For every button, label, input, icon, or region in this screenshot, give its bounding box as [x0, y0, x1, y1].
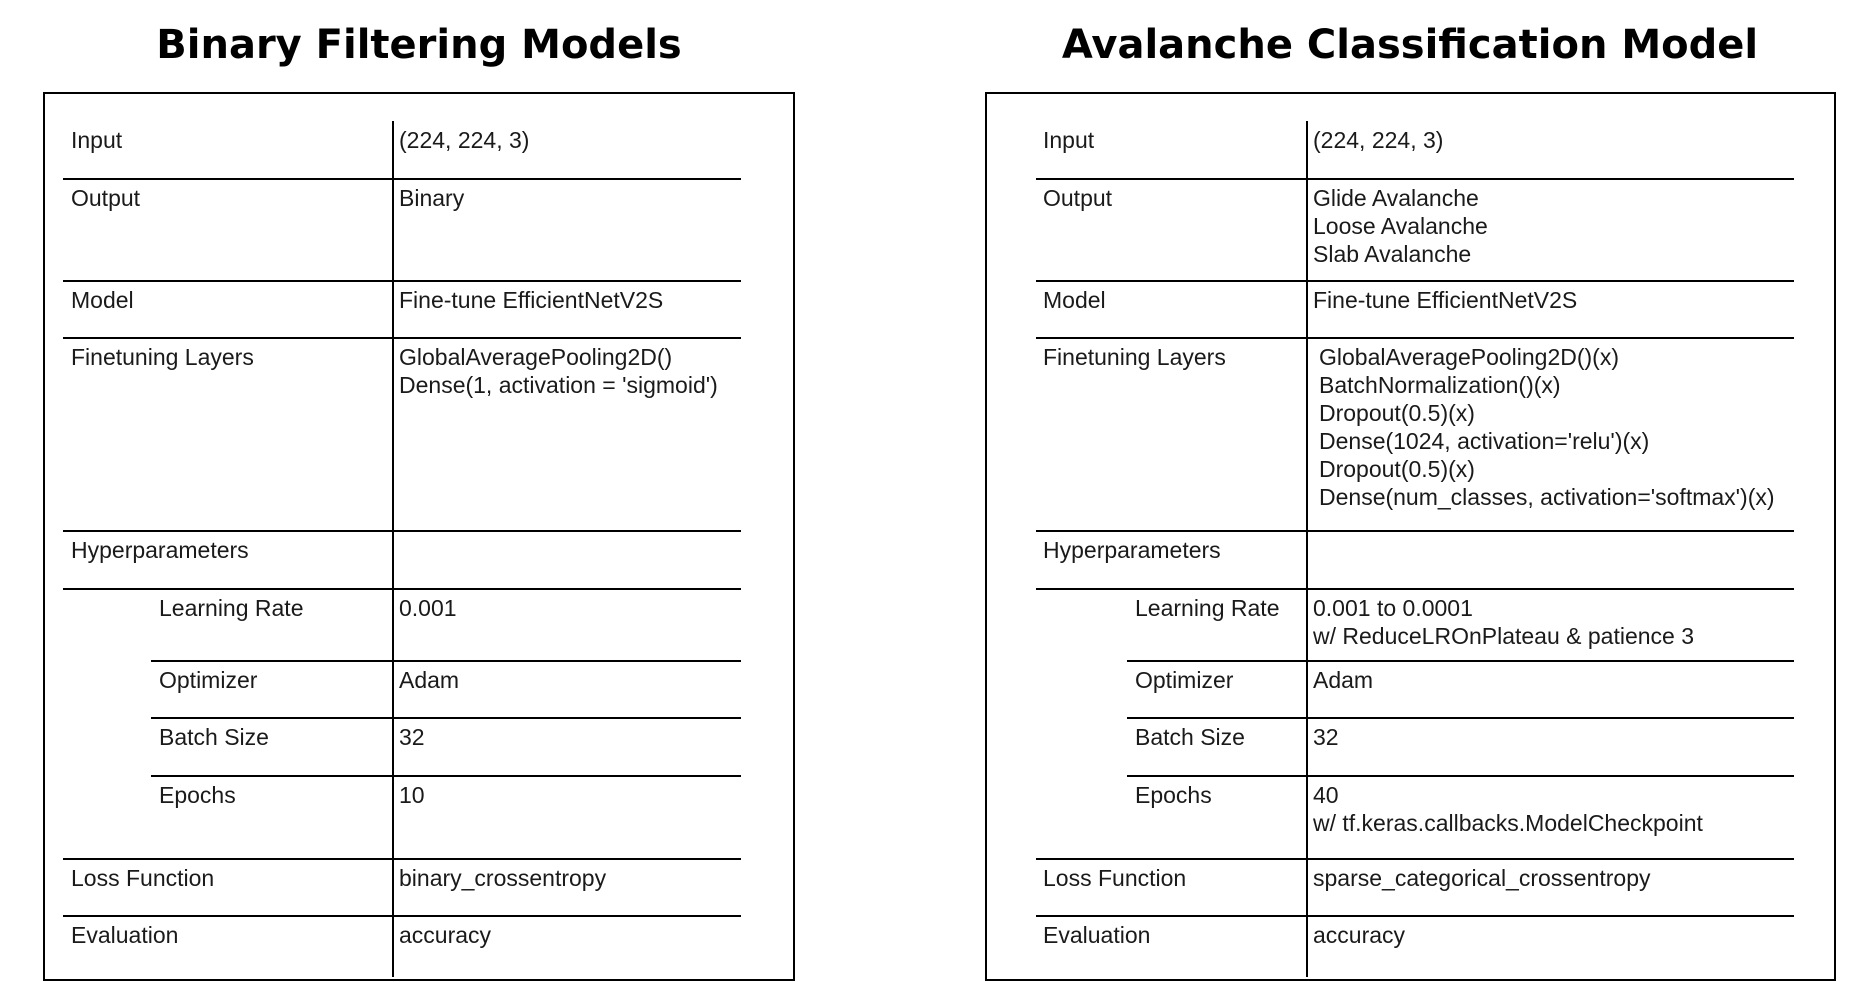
row-divider	[1036, 858, 1794, 860]
row-value-learning-rate: 0.001	[399, 595, 457, 621]
row-value-input: (224, 224, 3)	[399, 127, 530, 153]
row-value-optimizer: Adam	[1313, 667, 1374, 693]
row-value-output: Glide Avalanche Loose Avalanche Slab Avalanche	[1313, 185, 1488, 267]
row-value-evaluation: accuracy	[1313, 922, 1406, 948]
row-label-epochs: Epochs	[1135, 782, 1212, 808]
row-value-model: Fine-tune EfficientNetV2S	[1313, 287, 1578, 313]
row-divider	[63, 588, 741, 590]
row-value-epochs: 40 w/ tf.keras.callbacks.ModelCheckpoint	[1313, 782, 1703, 836]
row-divider	[1127, 717, 1794, 719]
row-label-finetuning: Finetuning Layers	[71, 344, 254, 370]
row-label-learning-rate: Learning Rate	[1135, 595, 1280, 621]
row-divider	[63, 915, 741, 917]
row-label-optimizer: Optimizer	[159, 667, 258, 693]
row-divider	[1036, 588, 1794, 590]
row-label-learning-rate: Learning Rate	[159, 595, 304, 621]
right-column-divider	[1306, 121, 1308, 977]
row-divider	[63, 178, 741, 180]
row-divider	[1036, 530, 1794, 532]
row-divider	[1036, 178, 1794, 180]
row-divider	[1036, 915, 1794, 917]
row-divider	[1036, 280, 1794, 282]
row-label-input: Input	[1043, 127, 1095, 153]
row-label-optimizer: Optimizer	[1135, 667, 1234, 693]
row-divider	[1127, 660, 1794, 662]
row-value-epochs: 10	[399, 782, 425, 808]
row-divider	[151, 775, 741, 777]
row-label-hyperparameters: Hyperparameters	[1043, 537, 1221, 563]
row-divider	[63, 530, 741, 532]
row-label-output: Output	[71, 185, 141, 211]
row-value-finetuning: GlobalAveragePooling2D()(x) BatchNormalization()(x) Dropout(0.5)(x) Dense(1024, activation='relu')(x) Dropout(0.5)(x) Dense(num_classes, activation='softmax')(x)	[1319, 344, 1775, 510]
row-label-batch-size: Batch Size	[1135, 724, 1245, 750]
row-value-optimizer: Adam	[399, 667, 460, 693]
row-label-hyperparameters: Hyperparameters	[71, 537, 249, 563]
row-divider	[63, 337, 741, 339]
row-divider	[63, 858, 741, 860]
row-label-batch-size: Batch Size	[159, 724, 269, 750]
row-label-evaluation: Evaluation	[1043, 922, 1151, 948]
row-label-epochs: Epochs	[159, 782, 236, 808]
row-label-finetuning: Finetuning Layers	[1043, 344, 1226, 370]
row-label-loss-function: Loss Function	[1043, 865, 1187, 891]
row-label-input: Input	[71, 127, 123, 153]
row-divider	[1127, 775, 1794, 777]
row-label-model: Model	[1043, 287, 1106, 313]
row-label-evaluation: Evaluation	[71, 922, 179, 948]
row-value-learning-rate: 0.001 to 0.0001 w/ ReduceLROnPlateau & patience 3	[1313, 595, 1695, 649]
row-divider	[151, 717, 741, 719]
row-value-finetuning: GlobalAveragePooling2D() Dense(1, activation = 'sigmoid')	[399, 344, 718, 398]
row-divider	[151, 660, 741, 662]
row-label-output: Output	[1043, 185, 1113, 211]
row-divider	[1036, 337, 1794, 339]
row-label-model: Model	[71, 287, 134, 313]
row-value-loss-function: binary_crossentropy	[399, 865, 607, 891]
row-value-batch-size: 32	[399, 724, 425, 750]
row-label-loss-function: Loss Function	[71, 865, 215, 891]
row-value-input: (224, 224, 3)	[1313, 127, 1444, 153]
row-value-output: Binary	[399, 185, 465, 211]
row-value-batch-size: 32	[1313, 724, 1339, 750]
left-column-divider	[392, 121, 394, 977]
left-title: Binary Filtering Models	[156, 22, 682, 68]
row-value-model: Fine-tune EfficientNetV2S	[399, 287, 664, 313]
row-divider	[63, 280, 741, 282]
right-title: Avalanche Classification Model	[1061, 22, 1759, 68]
row-value-evaluation: accuracy	[399, 922, 492, 948]
row-value-loss-function: sparse_categorical_crossentropy	[1313, 865, 1651, 891]
